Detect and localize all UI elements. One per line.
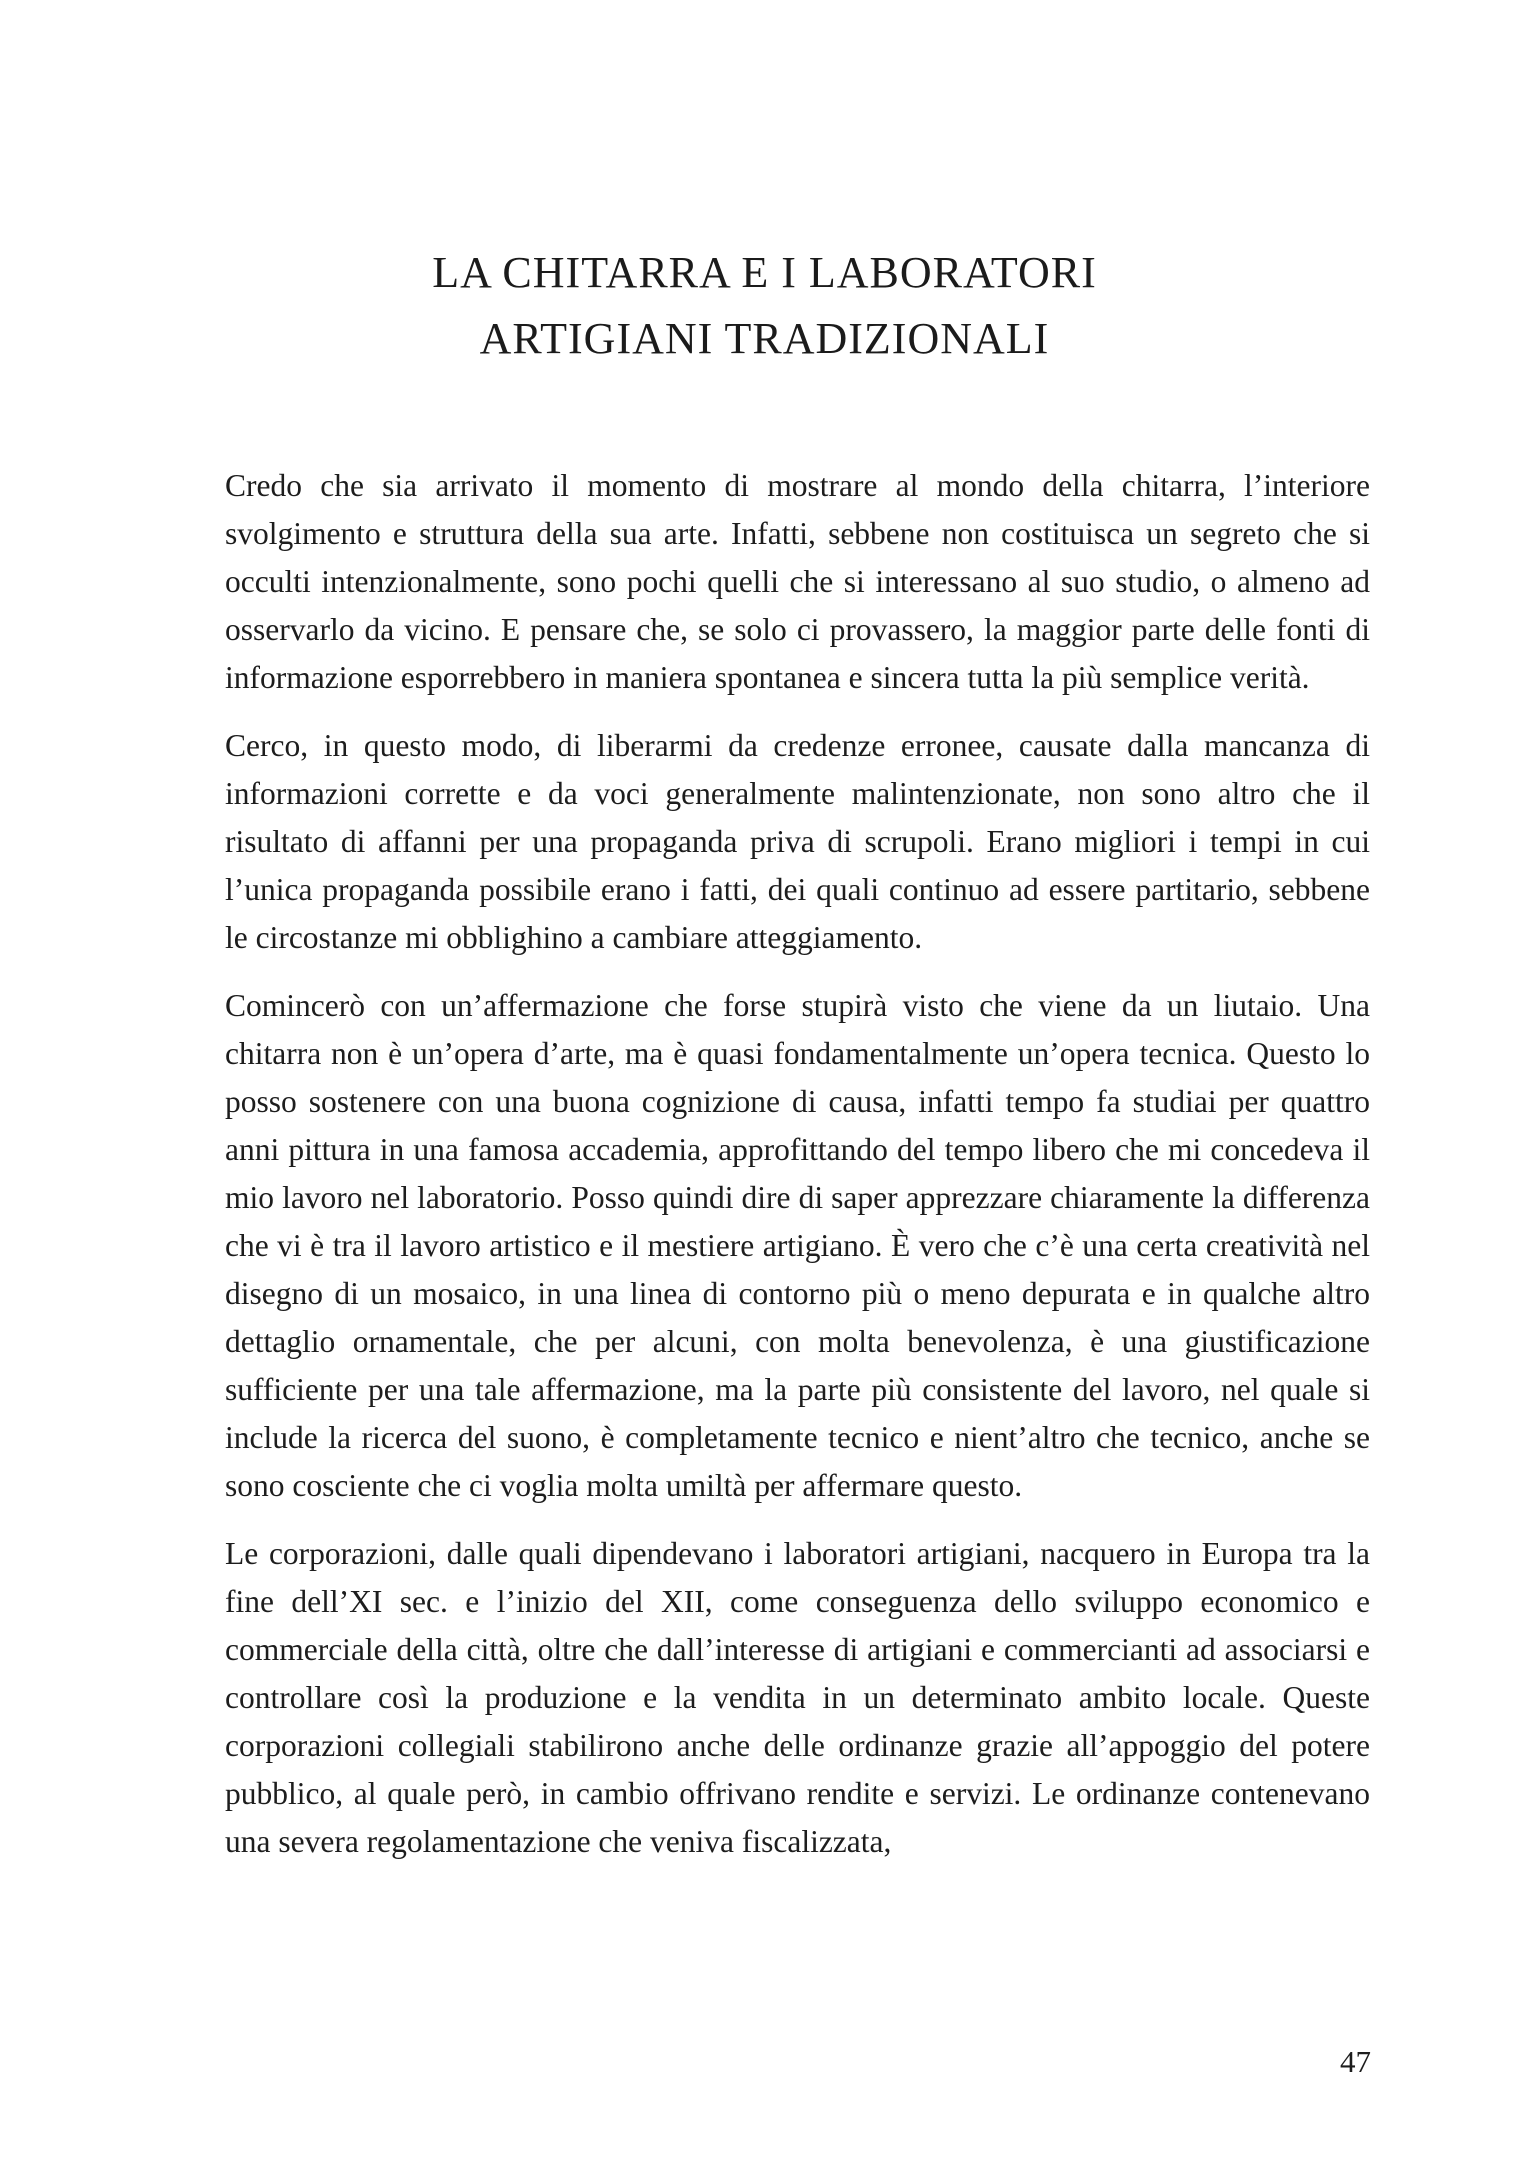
paragraph: Le corporazioni, dalle quali dipendevano i laboratori artigiani, nacquero in Europa tra la fine dell’XI sec. e l’inizio del XII, come conseguenza dello sviluppo economico e commerciale della città, oltre che dall’interesse di artigiani e commercianti ad associarsi e controllare così la produzione e la vendita in un determinato ambito locale. Queste corporazioni collegiali stabilirono anche delle ordinanze grazie all’appoggio del potere pubblico, al quale però, in cambio offrivano rendite e servizi. Le ordinanze contenevano una severa regolamentazione che veniva fiscalizzata, [225,1536,1370,1859]
chapter-title-line-2: ARTIGIANI TRADIZIONALI [479,314,1050,363]
page-number: 47 [1340,2044,1371,2079]
chapter-title-line-1: LA CHITARRA E I LABORATORI [432,248,1097,297]
paragraph: Comincerò con un’affermazione che forse stupirà visto che viene da un liutaio. Una chitarra non è un’opera d’arte, ma è quasi fondamentalmente un’opera tecnica. Questo lo posso sostenere con una buona cognizione di causa, infatti tempo fa studiai per quattro anni pittura in una famosa accademia, approfittando del tempo libero che mi concedeva il mio lavoro nel laboratorio. Posso quindi dire di saper apprezzare chiaramente la differenza che vi è tra il lavoro artistico e il mestiere artigiano. È vero che c’è una certa creatività nel disegno di un mosaico, in una linea di contorno più o meno depurata e in qualche altro dettaglio ornamentale, che per alcuni, con molta benevolenza, è una giustificazione sufficiente per una tale affermazione, ma la parte più consistente del lavoro, nel quale si include la ricerca del suono, è completamente tecnico e nient’altro che tecnico, anche se sono cosciente che ci voglia molta umiltà per affermare questo. [225,988,1370,1503]
paragraph: Credo che sia arrivato il momento di mostrare al mondo della chitarra, l’interiore svolgimento e struttura della sua arte. Infatti, sebbene non costituisca un segreto che si occulti intenzionalmente, sono pochi quelli che si interessano al suo studio, o almeno ad osservarlo da vicino. E pensare che, se solo ci provassero, la maggior parte delle fonti di informazione esporrebbero in maniera spontanea e sincera tutta la più semplice verità. [225,468,1370,695]
paragraph: Cerco, in questo modo, di liberarmi da credenze erronee, causate dalla mancanza di informazioni corrette e da voci generalmente malintenzionate, non sono altro che il risultato di affanni per una propaganda priva di scrupoli. Erano migliori i tempi in cui l’unica propaganda possibile erano i fatti, dei quali continuo ad essere partitario, sebbene le circostanze mi obblighino a cambiare atteggiamento. [225,728,1370,955]
chapter-title [0,240,1529,372]
body-text [225,462,1370,1866]
